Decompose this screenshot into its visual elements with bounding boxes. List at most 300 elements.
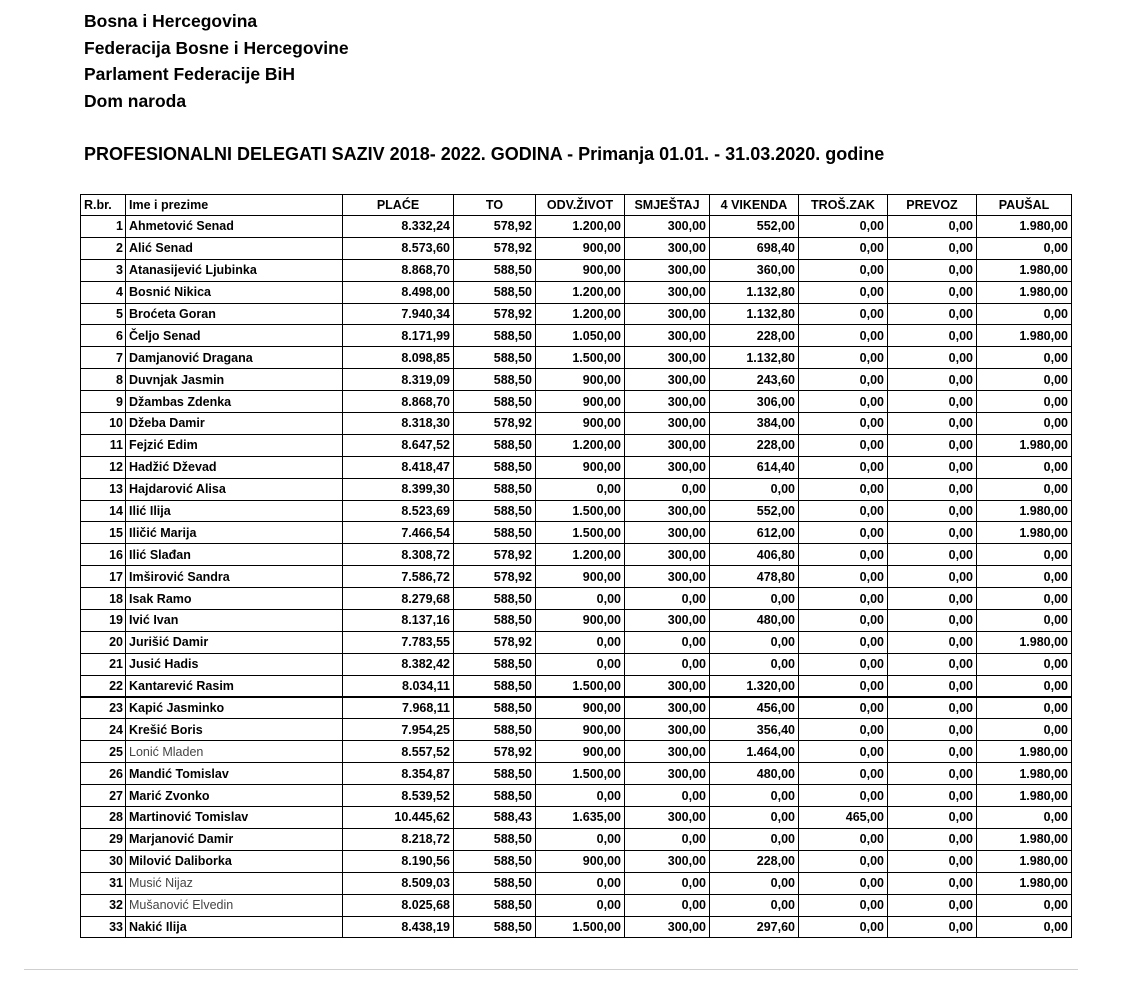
cell-prevoz: 0,00: [888, 522, 977, 544]
cell-to: 588,50: [454, 894, 536, 916]
cell-rbr: 4: [81, 281, 126, 303]
cell-tros-zak: 0,00: [799, 675, 888, 697]
cell-place: 7.466,54: [343, 522, 454, 544]
cell-place: 7.940,34: [343, 303, 454, 325]
cell-place: 8.279,68: [343, 588, 454, 610]
cell-pausal: 1.980,00: [977, 631, 1072, 653]
cell-rbr: 13: [81, 478, 126, 500]
table-row: [81, 522, 1072, 544]
cell-prevoz: 0,00: [888, 741, 977, 763]
cell-odv-zivot: 1.050,00: [536, 325, 625, 347]
cell-pausal: 0,00: [977, 413, 1072, 435]
cell-rbr: 1: [81, 216, 126, 238]
cell-name: Imširović Sandra: [126, 566, 343, 588]
cell-rbr: 27: [81, 785, 126, 807]
cell-tros-zak: 0,00: [799, 763, 888, 785]
cell-odv-zivot: 900,00: [536, 719, 625, 741]
cell-pausal: 1.980,00: [977, 872, 1072, 894]
cell-pausal: 0,00: [977, 347, 1072, 369]
cell-pausal: 0,00: [977, 610, 1072, 632]
cell-prevoz: 0,00: [888, 434, 977, 456]
cell-place: 8.438,19: [343, 916, 454, 938]
cell-prevoz: 0,00: [888, 347, 977, 369]
table-row: [81, 478, 1072, 500]
cell-prevoz: 0,00: [888, 303, 977, 325]
cell-4-vikenda: 478,80: [710, 566, 799, 588]
cell-name: Kantarević Rasim: [126, 675, 343, 697]
cell-tros-zak: 0,00: [799, 610, 888, 632]
table-row: [81, 303, 1072, 325]
cell-odv-zivot: 1.200,00: [536, 544, 625, 566]
cell-place: 8.171,99: [343, 325, 454, 347]
cell-prevoz: 0,00: [888, 763, 977, 785]
cell-prevoz: 0,00: [888, 325, 977, 347]
cell-rbr: 9: [81, 391, 126, 413]
cell-to: 578,92: [454, 216, 536, 238]
cell-smjestaj: 0,00: [625, 828, 710, 850]
cell-pausal: 1.980,00: [977, 850, 1072, 872]
cell-4-vikenda: 0,00: [710, 478, 799, 500]
cell-place: 8.523,69: [343, 500, 454, 522]
cell-tros-zak: 0,00: [799, 741, 888, 763]
cell-pausal: 0,00: [977, 807, 1072, 829]
cell-4-vikenda: 480,00: [710, 610, 799, 632]
cell-to: 578,92: [454, 413, 536, 435]
cell-pausal: 0,00: [977, 916, 1072, 938]
table-row: [81, 456, 1072, 478]
cell-rbr: 21: [81, 653, 126, 675]
col-header-rbr: R.br.: [81, 195, 126, 216]
col-header-name: Ime i prezime: [126, 195, 343, 216]
cell-4-vikenda: 0,00: [710, 828, 799, 850]
cell-smjestaj: 300,00: [625, 850, 710, 872]
cell-4-vikenda: 243,60: [710, 369, 799, 391]
cell-4-vikenda: 614,40: [710, 456, 799, 478]
cell-pausal: 0,00: [977, 653, 1072, 675]
cell-name: Mandić Tomislav: [126, 763, 343, 785]
cell-smjestaj: 300,00: [625, 434, 710, 456]
cell-smjestaj: 0,00: [625, 478, 710, 500]
cell-4-vikenda: 356,40: [710, 719, 799, 741]
cell-prevoz: 0,00: [888, 478, 977, 500]
cell-prevoz: 0,00: [888, 216, 977, 238]
cell-prevoz: 0,00: [888, 259, 977, 281]
col-header-pausal: PAUŠAL: [977, 195, 1072, 216]
cell-odv-zivot: 900,00: [536, 369, 625, 391]
cell-rbr: 18: [81, 588, 126, 610]
cell-odv-zivot: 0,00: [536, 588, 625, 610]
table-row: [81, 281, 1072, 303]
cell-name: Čeljo Senad: [126, 325, 343, 347]
cell-tros-zak: 0,00: [799, 216, 888, 238]
cell-odv-zivot: 1.635,00: [536, 807, 625, 829]
cell-prevoz: 0,00: [888, 894, 977, 916]
table-row: [81, 741, 1072, 763]
cell-prevoz: 0,00: [888, 916, 977, 938]
cell-name: Lonić Mladen: [126, 741, 343, 763]
cell-place: 8.498,00: [343, 281, 454, 303]
table-row: [81, 544, 1072, 566]
cell-name: Broćeta Goran: [126, 303, 343, 325]
cell-prevoz: 0,00: [888, 456, 977, 478]
cell-to: 588,50: [454, 259, 536, 281]
cell-tros-zak: 0,00: [799, 850, 888, 872]
cell-name: Iličić Marija: [126, 522, 343, 544]
col-header-tros-zak: TROŠ.ZAK: [799, 195, 888, 216]
table-row: [81, 237, 1072, 259]
cell-name: Damjanović Dragana: [126, 347, 343, 369]
cell-rbr: 2: [81, 237, 126, 259]
cell-rbr: 23: [81, 697, 126, 719]
cell-prevoz: 0,00: [888, 828, 977, 850]
cell-smjestaj: 300,00: [625, 216, 710, 238]
cell-to: 588,50: [454, 872, 536, 894]
cell-4-vikenda: 480,00: [710, 763, 799, 785]
cell-smjestaj: 300,00: [625, 697, 710, 719]
cell-smjestaj: 0,00: [625, 894, 710, 916]
cell-tros-zak: 0,00: [799, 478, 888, 500]
table-row: [81, 413, 1072, 435]
cell-smjestaj: 0,00: [625, 588, 710, 610]
cell-pausal: 1.980,00: [977, 281, 1072, 303]
cell-name: Marjanović Damir: [126, 828, 343, 850]
cell-4-vikenda: 0,00: [710, 631, 799, 653]
cell-to: 588,50: [454, 456, 536, 478]
cell-place: 8.034,11: [343, 675, 454, 697]
cell-rbr: 20: [81, 631, 126, 653]
col-header-smjestaj: SMJEŠTAJ: [625, 195, 710, 216]
cell-to: 588,50: [454, 850, 536, 872]
cell-to: 578,92: [454, 741, 536, 763]
cell-tros-zak: 0,00: [799, 916, 888, 938]
page-bottom-rule: [24, 969, 1078, 970]
header-line-federation: Federacija Bosne i Hercegovine: [84, 37, 349, 58]
cell-rbr: 14: [81, 500, 126, 522]
cell-tros-zak: 0,00: [799, 588, 888, 610]
cell-smjestaj: 300,00: [625, 916, 710, 938]
cell-smjestaj: 300,00: [625, 391, 710, 413]
cell-to: 588,50: [454, 391, 536, 413]
cell-to: 588,50: [454, 828, 536, 850]
col-header-odv-zivot: ODV.ŽIVOT: [536, 195, 625, 216]
cell-smjestaj: 300,00: [625, 281, 710, 303]
cell-to: 588,50: [454, 653, 536, 675]
cell-name: Jusić Hadis: [126, 653, 343, 675]
cell-4-vikenda: 1.132,80: [710, 347, 799, 369]
cell-to: 588,50: [454, 610, 536, 632]
cell-pausal: 0,00: [977, 303, 1072, 325]
cell-place: 8.354,87: [343, 763, 454, 785]
cell-to: 578,92: [454, 631, 536, 653]
cell-prevoz: 0,00: [888, 697, 977, 719]
cell-tros-zak: 0,00: [799, 281, 888, 303]
cell-tros-zak: 0,00: [799, 828, 888, 850]
cell-rbr: 3: [81, 259, 126, 281]
cell-tros-zak: 0,00: [799, 500, 888, 522]
table-row: [81, 807, 1072, 829]
cell-4-vikenda: 552,00: [710, 500, 799, 522]
cell-to: 578,92: [454, 544, 536, 566]
cell-place: 8.218,72: [343, 828, 454, 850]
cell-odv-zivot: 1.500,00: [536, 763, 625, 785]
cell-pausal: 1.980,00: [977, 216, 1072, 238]
cell-tros-zak: 0,00: [799, 303, 888, 325]
cell-smjestaj: 300,00: [625, 719, 710, 741]
table-row: [81, 785, 1072, 807]
cell-4-vikenda: 384,00: [710, 413, 799, 435]
cell-4-vikenda: 0,00: [710, 872, 799, 894]
cell-4-vikenda: 0,00: [710, 894, 799, 916]
cell-odv-zivot: 900,00: [536, 566, 625, 588]
header-line-parliament: Parlament Federacije BiH: [84, 64, 296, 84]
cell-to: 578,92: [454, 237, 536, 259]
table-row: [81, 216, 1072, 238]
cell-prevoz: 0,00: [888, 675, 977, 697]
cell-tros-zak: 0,00: [799, 566, 888, 588]
cell-pausal: 0,00: [977, 697, 1072, 719]
cell-prevoz: 0,00: [888, 588, 977, 610]
cell-rbr: 15: [81, 522, 126, 544]
cell-place: 8.868,70: [343, 259, 454, 281]
cell-name: Marić Zvonko: [126, 785, 343, 807]
cell-place: 8.025,68: [343, 894, 454, 916]
cell-4-vikenda: 306,00: [710, 391, 799, 413]
cell-odv-zivot: 900,00: [536, 413, 625, 435]
cell-to: 588,50: [454, 434, 536, 456]
cell-smjestaj: 300,00: [625, 566, 710, 588]
cell-place: 7.954,25: [343, 719, 454, 741]
col-header-to: TO: [454, 195, 536, 216]
cell-pausal: 0,00: [977, 675, 1072, 697]
cell-odv-zivot: 900,00: [536, 610, 625, 632]
cell-smjestaj: 300,00: [625, 347, 710, 369]
cell-prevoz: 0,00: [888, 850, 977, 872]
salary-table: [80, 194, 1072, 938]
cell-4-vikenda: 456,00: [710, 697, 799, 719]
cell-pausal: 0,00: [977, 588, 1072, 610]
cell-to: 588,50: [454, 763, 536, 785]
cell-prevoz: 0,00: [888, 653, 977, 675]
cell-smjestaj: 0,00: [625, 785, 710, 807]
cell-tros-zak: 0,00: [799, 325, 888, 347]
col-header-place: PLAĆE: [343, 195, 454, 216]
cell-pausal: 1.980,00: [977, 325, 1072, 347]
cell-place: 8.418,47: [343, 456, 454, 478]
cell-prevoz: 0,00: [888, 807, 977, 829]
cell-to: 588,50: [454, 785, 536, 807]
cell-name: Martinović Tomislav: [126, 807, 343, 829]
cell-name: Bosnić Nikica: [126, 281, 343, 303]
cell-smjestaj: 0,00: [625, 631, 710, 653]
cell-odv-zivot: 900,00: [536, 456, 625, 478]
cell-prevoz: 0,00: [888, 631, 977, 653]
cell-to: 588,50: [454, 347, 536, 369]
cell-pausal: 0,00: [977, 894, 1072, 916]
cell-smjestaj: 300,00: [625, 259, 710, 281]
cell-rbr: 24: [81, 719, 126, 741]
table-row: [81, 675, 1072, 697]
cell-odv-zivot: 900,00: [536, 850, 625, 872]
cell-name: Alić Senad: [126, 237, 343, 259]
cell-odv-zivot: 0,00: [536, 828, 625, 850]
cell-place: 8.382,42: [343, 653, 454, 675]
cell-prevoz: 0,00: [888, 785, 977, 807]
cell-name: Jurišić Damir: [126, 631, 343, 653]
cell-odv-zivot: 1.500,00: [536, 675, 625, 697]
col-header-prevoz: PREVOZ: [888, 195, 977, 216]
cell-4-vikenda: 698,40: [710, 237, 799, 259]
cell-smjestaj: 300,00: [625, 610, 710, 632]
document-title: PROFESIONALNI DELEGATI SAZIV 2018- 2022. GODINA - Primanja 01.01. - 31.03.2020. godine: [84, 144, 885, 164]
cell-to: 588,50: [454, 369, 536, 391]
cell-tros-zak: 465,00: [799, 807, 888, 829]
cell-smjestaj: 300,00: [625, 522, 710, 544]
cell-place: 8.190,56: [343, 850, 454, 872]
cell-to: 588,50: [454, 500, 536, 522]
table-row: [81, 391, 1072, 413]
cell-smjestaj: 300,00: [625, 456, 710, 478]
cell-4-vikenda: 228,00: [710, 850, 799, 872]
cell-odv-zivot: 900,00: [536, 741, 625, 763]
cell-to: 588,50: [454, 325, 536, 347]
cell-tros-zak: 0,00: [799, 347, 888, 369]
cell-rbr: 29: [81, 828, 126, 850]
cell-name: Isak Ramo: [126, 588, 343, 610]
cell-name: Milović Daliborka: [126, 850, 343, 872]
cell-tros-zak: 0,00: [799, 544, 888, 566]
cell-odv-zivot: 0,00: [536, 653, 625, 675]
cell-name: Musić Nijaz: [126, 872, 343, 894]
cell-name: Mušanović Elvedin: [126, 894, 343, 916]
cell-prevoz: 0,00: [888, 281, 977, 303]
cell-name: Duvnjak Jasmin: [126, 369, 343, 391]
cell-place: 8.332,24: [343, 216, 454, 238]
cell-tros-zak: 0,00: [799, 872, 888, 894]
cell-odv-zivot: 900,00: [536, 259, 625, 281]
cell-pausal: 0,00: [977, 237, 1072, 259]
cell-smjestaj: 300,00: [625, 675, 710, 697]
cell-name: Nakić Ilija: [126, 916, 343, 938]
cell-tros-zak: 0,00: [799, 522, 888, 544]
cell-4-vikenda: 1.320,00: [710, 675, 799, 697]
cell-to: 588,50: [454, 478, 536, 500]
cell-rbr: 7: [81, 347, 126, 369]
cell-place: 7.586,72: [343, 566, 454, 588]
cell-prevoz: 0,00: [888, 872, 977, 894]
cell-rbr: 32: [81, 894, 126, 916]
cell-tros-zak: 0,00: [799, 237, 888, 259]
cell-to: 588,50: [454, 916, 536, 938]
cell-4-vikenda: 1.132,80: [710, 281, 799, 303]
cell-name: Krešić Boris: [126, 719, 343, 741]
cell-tros-zak: 0,00: [799, 697, 888, 719]
cell-4-vikenda: 297,60: [710, 916, 799, 938]
cell-odv-zivot: 0,00: [536, 478, 625, 500]
table-row: [81, 610, 1072, 632]
cell-prevoz: 0,00: [888, 391, 977, 413]
cell-place: 8.137,16: [343, 610, 454, 632]
cell-odv-zivot: 1.200,00: [536, 216, 625, 238]
cell-rbr: 19: [81, 610, 126, 632]
cell-4-vikenda: 0,00: [710, 653, 799, 675]
cell-odv-zivot: 1.500,00: [536, 916, 625, 938]
col-header-4-vikenda: 4 VIKENDA: [710, 195, 799, 216]
cell-prevoz: 0,00: [888, 369, 977, 391]
cell-pausal: 0,00: [977, 369, 1072, 391]
cell-name: Fejzić Edim: [126, 434, 343, 456]
cell-rbr: 25: [81, 741, 126, 763]
cell-rbr: 10: [81, 413, 126, 435]
cell-to: 588,43: [454, 807, 536, 829]
cell-tros-zak: 0,00: [799, 413, 888, 435]
table-header-row: [81, 195, 1072, 216]
cell-smjestaj: 300,00: [625, 807, 710, 829]
cell-to: 588,50: [454, 281, 536, 303]
table-row: [81, 566, 1072, 588]
table-row: [81, 347, 1072, 369]
cell-tros-zak: 0,00: [799, 259, 888, 281]
header-line-country: Bosna i Hercegovina: [84, 11, 258, 31]
cell-to: 588,50: [454, 588, 536, 610]
cell-place: 8.308,72: [343, 544, 454, 566]
cell-odv-zivot: 900,00: [536, 237, 625, 259]
cell-rbr: 30: [81, 850, 126, 872]
cell-pausal: 1.980,00: [977, 828, 1072, 850]
cell-place: 10.445,62: [343, 807, 454, 829]
cell-tros-zak: 0,00: [799, 785, 888, 807]
cell-prevoz: 0,00: [888, 566, 977, 588]
table-body: [81, 216, 1072, 938]
cell-odv-zivot: 900,00: [536, 391, 625, 413]
cell-to: 588,50: [454, 719, 536, 741]
cell-smjestaj: 300,00: [625, 741, 710, 763]
cell-tros-zak: 0,00: [799, 631, 888, 653]
cell-place: 8.318,30: [343, 413, 454, 435]
table-row: [81, 588, 1072, 610]
cell-tros-zak: 0,00: [799, 391, 888, 413]
cell-odv-zivot: 1.500,00: [536, 347, 625, 369]
table-row: [81, 916, 1072, 938]
cell-prevoz: 0,00: [888, 719, 977, 741]
cell-to: 578,92: [454, 566, 536, 588]
cell-smjestaj: 300,00: [625, 303, 710, 325]
table-row: [81, 631, 1072, 653]
cell-tros-zak: 0,00: [799, 456, 888, 478]
cell-name: Atanasijević Ljubinka: [126, 259, 343, 281]
cell-smjestaj: 300,00: [625, 237, 710, 259]
cell-name: Ilić Slađan: [126, 544, 343, 566]
cell-4-vikenda: 0,00: [710, 807, 799, 829]
cell-place: 8.868,70: [343, 391, 454, 413]
cell-odv-zivot: 1.500,00: [536, 522, 625, 544]
cell-pausal: 0,00: [977, 391, 1072, 413]
cell-prevoz: 0,00: [888, 413, 977, 435]
header-line-house: Dom naroda: [84, 90, 187, 111]
cell-4-vikenda: 228,00: [710, 434, 799, 456]
cell-smjestaj: 0,00: [625, 872, 710, 894]
cell-place: 8.098,85: [343, 347, 454, 369]
cell-name: Hadžić Dževad: [126, 456, 343, 478]
cell-place: 8.557,52: [343, 741, 454, 763]
cell-place: 8.647,52: [343, 434, 454, 456]
table-row: [81, 828, 1072, 850]
cell-place: 7.783,55: [343, 631, 454, 653]
cell-tros-zak: 0,00: [799, 894, 888, 916]
cell-to: 588,50: [454, 522, 536, 544]
document-header: [84, 8, 349, 114]
cell-pausal: 1.980,00: [977, 785, 1072, 807]
cell-name: Džambas Zdenka: [126, 391, 343, 413]
